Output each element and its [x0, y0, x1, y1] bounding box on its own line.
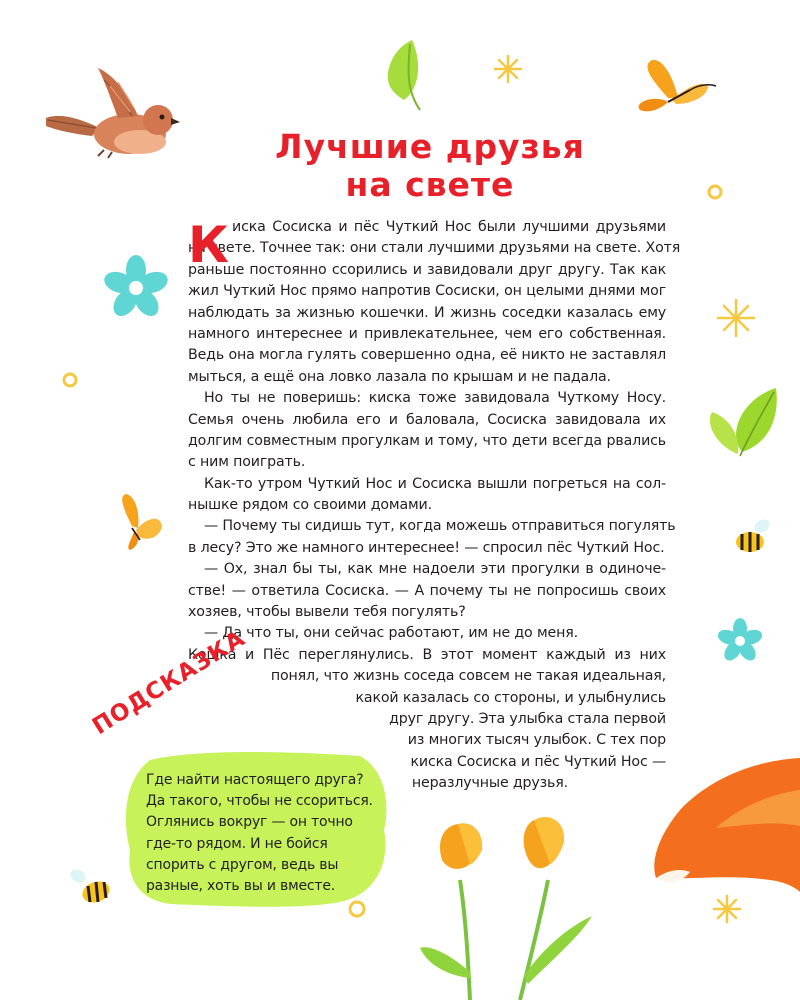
story-line: мыться, а ещё она ловко лазала по крышам и не падала. [188, 368, 611, 385]
hint-line: разные, хоть вы и вместе. [146, 878, 335, 895]
story-line: на свете. Точнее так: они стали лучшими друзьями на свете. Хотя [188, 240, 681, 257]
story-line: жил Чуткий Нос прямо напротив Сосиски, он целыми днями мог [188, 283, 666, 300]
hint-text [146, 770, 373, 897]
flower-icon [716, 618, 764, 664]
hint-line: Да такого, чтобы не ссориться. [146, 793, 373, 810]
story-line: киска Сосиска и пёс Чуткий Нос — [410, 753, 666, 770]
fox-tail-illustration [654, 758, 800, 892]
hint-line: Где найти настоящего друга? [146, 772, 364, 788]
story-line: в лесу? Это же намного интереснее! — спросил пёс Чуткий Нос. [188, 539, 665, 556]
leaf-icon [710, 388, 777, 456]
flower-icon [102, 255, 171, 321]
bee-icon [68, 867, 113, 906]
story-line: какой казалась со стороны, и улыбнулись [355, 689, 666, 706]
story-line: Но ты не поверишь: киска тоже завидовала Чуткому Носу. [204, 390, 666, 407]
butterfly-icon [639, 60, 716, 111]
story-text [188, 216, 681, 795]
butterfly-icon [122, 494, 162, 550]
story-line: понял, что жизнь соседа совсем не такая идеальная, [270, 668, 666, 685]
story-line: иска Сосиска и пёс Чуткий Нос были лучшими друзьями [232, 219, 666, 235]
title-line-2: на свете [345, 165, 515, 204]
story-line: долгим совместным прогулкам и тому, что дети всегда рвались [188, 432, 666, 449]
title-line-1: Лучшие друзья [275, 127, 585, 166]
bird-illustration [46, 68, 180, 158]
story-line: нышке рядом со своими домами. [188, 497, 432, 514]
story-line: Кошка и Пёс переглянулись. В этот момент каждый из них [188, 646, 666, 663]
story-line: наблюдать за жизнью кошечки. И жизнь соседки казалась ему [188, 304, 666, 321]
story-line: раньше постоянно ссорились и завидовали друг другу. Так как [188, 261, 666, 278]
story-line: Ведь она могла гулять совершенно одна, её никто не заставлял [188, 347, 666, 364]
story-line: с ним поиграть. [188, 454, 306, 471]
story-line: — Ох, знал бы ты, как мне надоели эти прогулки в одиноче- [204, 561, 666, 578]
drop-cap: К [188, 216, 229, 274]
leaf-icon [388, 40, 420, 110]
story-line: стве! — ответила Сосиска. — А почему ты не попросишь своих [188, 582, 666, 599]
hint-line: где-то рядом. И не бойся [146, 835, 328, 852]
story-line: друг другу. Эта улыбка стала первой [389, 710, 666, 727]
story-line: из многих тысяч улыбок. С тех пор [407, 732, 666, 749]
tulip-flowers-illustration [420, 817, 592, 1000]
hint-line: Оглянись вокруг — он точно [146, 814, 353, 831]
page-title [230, 128, 630, 204]
hint-title: ПОДСКАЗКА [88, 625, 250, 741]
hint-line: спорить с другом, ведь вы [146, 856, 339, 873]
story-line: — Да что ты, они сейчас работают, им не до меня. [204, 625, 578, 642]
bee-icon [736, 517, 772, 552]
story-line: намного интереснее и привлекательнее, чем его собственная. [188, 325, 666, 342]
story-line: — Почему ты сидишь тут, когда можешь отправиться погулять [204, 518, 676, 535]
story-line: неразлучные друзья. [411, 775, 568, 792]
story-line: Семья очень любила его и баловала, Сосиска завидовала их [188, 411, 666, 428]
story-line: Как-то утром Чуткий Нос и Сосиска вышли погреться на сол- [204, 475, 666, 492]
story-line: хозяев, чтобы вывели тебя погулять? [188, 604, 466, 621]
